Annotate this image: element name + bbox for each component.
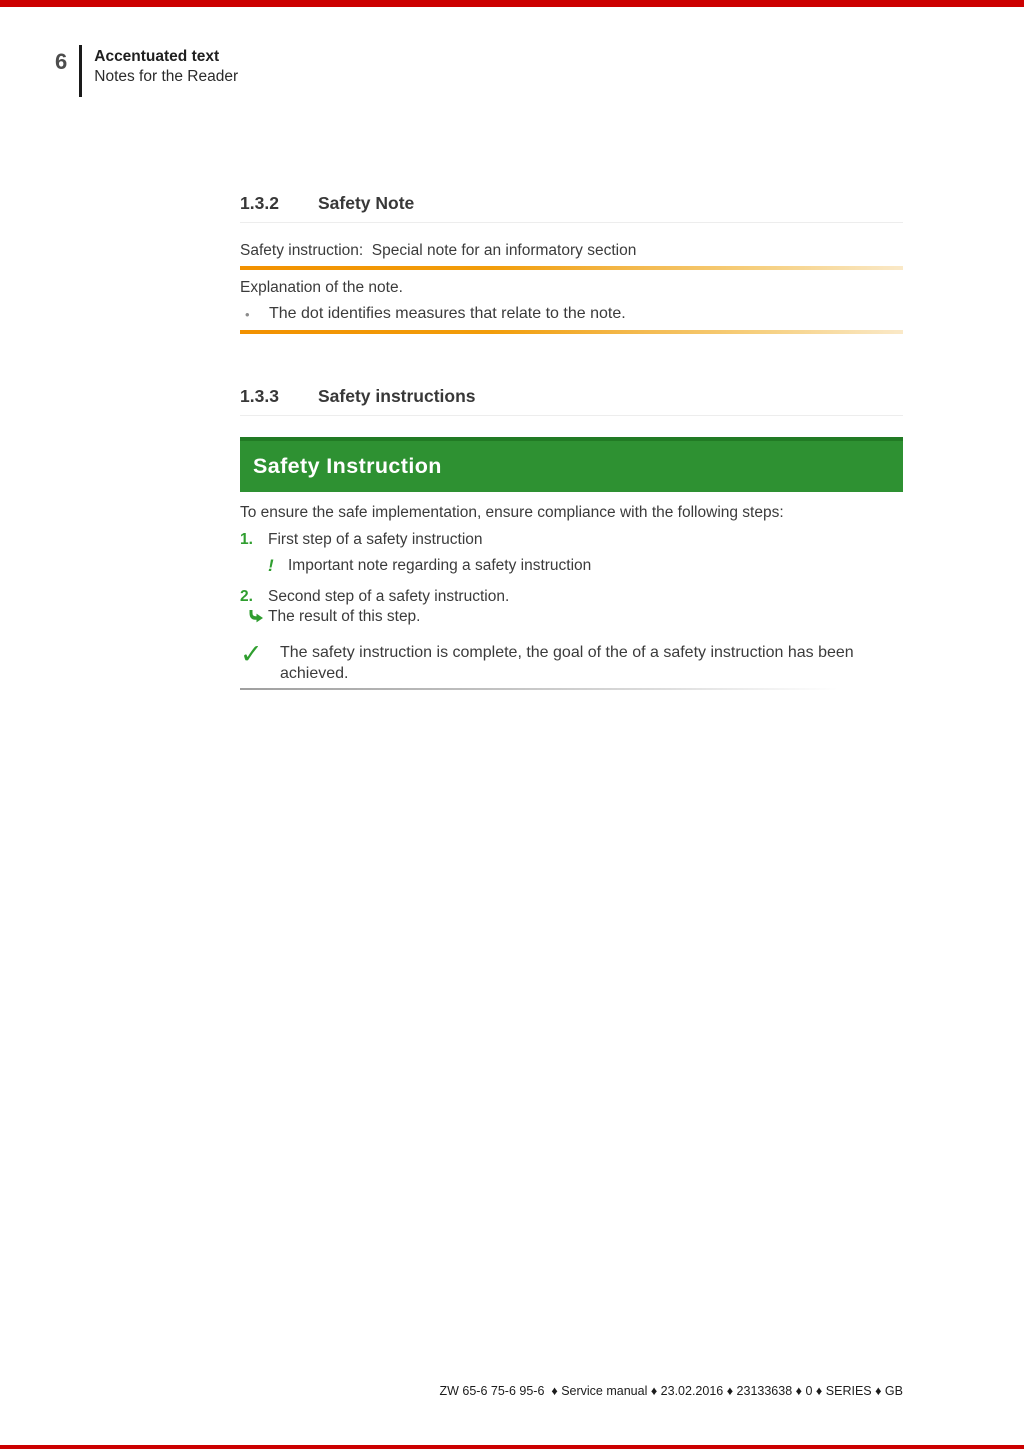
- page-content: [240, 193, 903, 690]
- instruction-step-1: [240, 530, 903, 549]
- header-divider: [79, 45, 82, 97]
- important-note: [240, 556, 903, 575]
- header-title: Accentuated text: [94, 48, 220, 65]
- banner-title: Safety Instruction: [253, 454, 442, 478]
- curved-right-arrow-icon: [248, 607, 268, 628]
- step-text: Second step of a safety instruction.: [268, 588, 510, 605]
- orange-rule-top: [240, 266, 903, 270]
- instruction-step-2: [240, 587, 903, 606]
- bullet-text: The dot identifies measures that relate to the note.: [269, 305, 626, 322]
- result-text: The result of this step.: [268, 608, 421, 625]
- header-text-block: [94, 45, 238, 87]
- section-title: Safety Note: [318, 193, 415, 213]
- note-text: Important note regarding a safety instruction: [288, 557, 592, 574]
- section-title: Safety instructions: [318, 386, 476, 406]
- safety-note-explanation: Explanation of the note.: [240, 279, 403, 296]
- orange-rule-bottom: [240, 330, 903, 334]
- step-number: 1.: [240, 531, 253, 548]
- step-result: [240, 607, 903, 628]
- bottom-trim-bar: [0, 1445, 1024, 1449]
- footer-text: ZW 65-6 75-6 95-6 ♦ Service manual ♦ 23.02.2016 ♦ 23133638 ♦ 0 ♦ SERIES ♦ GB: [439, 1384, 903, 1398]
- gray-fade-rule: [240, 688, 883, 690]
- top-trim-bar: [0, 0, 1024, 7]
- step-number: 2.: [240, 588, 253, 605]
- section-heading-safety-instructions: [240, 386, 903, 416]
- checkmark-icon: ✓: [240, 639, 263, 669]
- exclamation-icon: !: [268, 556, 274, 575]
- header-subtitle: Notes for the Reader: [94, 68, 239, 85]
- step-text: First step of a safety instruction: [268, 531, 483, 548]
- section-number: 1.3.3: [240, 386, 279, 406]
- safety-note-intro: Safety instruction: Special note for an informatory section: [240, 242, 637, 259]
- completion-statement: [240, 639, 903, 684]
- page-footer: [240, 1384, 903, 1398]
- instructions-lead: To ensure the safe implementation, ensure compliance with the following steps:: [240, 504, 784, 521]
- bullet-dot-icon: •: [245, 307, 250, 322]
- page-number: 6: [55, 49, 68, 74]
- section-number: 1.3.2: [240, 193, 279, 213]
- completion-text: The safety instruction is complete, the goal of the of a safety instruction has been achieved.: [280, 644, 854, 682]
- page-header: [55, 45, 238, 97]
- safety-instruction-banner: [240, 437, 903, 492]
- list-item: [240, 305, 903, 324]
- section-heading-safety-note: [240, 193, 903, 223]
